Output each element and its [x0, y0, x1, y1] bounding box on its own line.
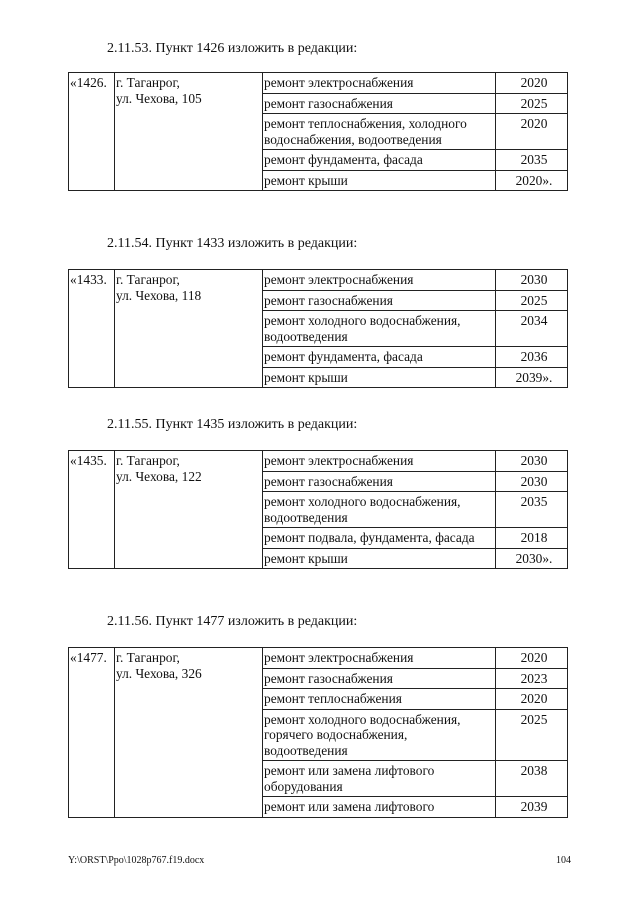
- year-value: 2030: [520, 473, 548, 489]
- item-number: «1433.: [69, 270, 115, 388]
- work-cell: ремонт газоснабжения: [263, 471, 496, 492]
- year-value: 2020: [520, 691, 548, 706]
- work-cell: ремонт подвала, фундамента, фасада: [263, 528, 496, 549]
- address-city: г. Таганрог,: [116, 453, 180, 468]
- year-cell: [496, 270, 568, 291]
- year-cell: [496, 668, 568, 689]
- year-cell: [496, 709, 568, 761]
- year-cell: [496, 311, 568, 347]
- footer-file-path: Y:\ORST\Ppo\1028p767.f19.docx: [68, 855, 205, 866]
- year-cell: [496, 73, 568, 94]
- address-cell: [115, 451, 263, 569]
- work-cell: ремонт крыши: [263, 170, 496, 191]
- address-cell: [115, 270, 263, 388]
- year-cell: [496, 761, 568, 797]
- table-row: [69, 648, 568, 669]
- work-cell: ремонт электроснабжения: [263, 648, 496, 669]
- year-value: 2030: [520, 453, 548, 468]
- address-street: ул. Чехова, 118: [116, 287, 202, 303]
- work-cell: ремонт или замена лифтового оборудования: [263, 761, 496, 797]
- year-cell: [496, 689, 568, 710]
- year-value: 2034: [520, 313, 548, 328]
- year-cell: [496, 492, 568, 528]
- section-heading: 2.11.56. Пункт 1477 изложить в редакции:: [107, 614, 358, 629]
- address-city: г. Таганрог,: [116, 272, 180, 287]
- year-cell: [496, 451, 568, 472]
- address-street: ул. Чехова, 326: [116, 665, 202, 681]
- year-cell: [496, 367, 568, 388]
- address-city: г. Таганрог,: [116, 75, 180, 90]
- work-cell: ремонт теплоснабжения: [263, 689, 496, 710]
- address-cell: [115, 648, 263, 818]
- year-cell: [496, 93, 568, 114]
- work-cell: ремонт газоснабжения: [263, 290, 496, 311]
- year-value: 2020».: [515, 172, 553, 188]
- year-cell: [496, 290, 568, 311]
- item-number: «1426.: [69, 73, 115, 191]
- repair-table: [68, 647, 568, 818]
- table-row: [69, 73, 568, 94]
- year-cell: [496, 114, 568, 150]
- year-value: 2020: [520, 75, 548, 90]
- year-cell: [496, 528, 568, 549]
- year-value: 2025: [520, 292, 548, 308]
- year-value: 2025: [520, 711, 548, 727]
- work-cell: ремонт электроснабжения: [263, 270, 496, 291]
- table-row: [69, 270, 568, 291]
- work-cell: ремонт электроснабжения: [263, 451, 496, 472]
- year-cell: [496, 471, 568, 492]
- work-cell: ремонт холодного водоснабжения, водоотведения: [263, 492, 496, 528]
- section-heading: 2.11.54. Пункт 1433 изложить в редакции:: [107, 236, 358, 251]
- page-number: 104: [556, 855, 571, 866]
- address-cell: [115, 73, 263, 191]
- year-cell: [496, 548, 568, 569]
- address-street: ул. Чехова, 122: [116, 468, 202, 484]
- repair-table: [68, 450, 568, 569]
- year-value: 2025: [520, 95, 548, 111]
- work-cell: ремонт холодного водоснабжения, горячего водоснабжения, водоотведения: [263, 709, 496, 761]
- year-value: 2039».: [515, 369, 553, 385]
- work-cell: ремонт холодного водоснабжения, водоотведения: [263, 311, 496, 347]
- address-city: г. Таганрог,: [116, 650, 180, 665]
- repair-table: [68, 269, 568, 388]
- year-value: 2030».: [515, 550, 553, 566]
- year-cell: [496, 150, 568, 171]
- year-value: 2023: [520, 670, 548, 686]
- year-value: 2035: [520, 152, 548, 167]
- year-value: 2020: [520, 650, 548, 665]
- table-row: [69, 451, 568, 472]
- year-cell: [496, 648, 568, 669]
- work-cell: ремонт фундамента, фасада: [263, 347, 496, 368]
- year-cell: [496, 347, 568, 368]
- work-cell: ремонт газоснабжения: [263, 93, 496, 114]
- year-value: 2035: [520, 494, 548, 509]
- year-value: 2030: [520, 272, 548, 287]
- year-value: 2036: [520, 349, 548, 364]
- work-cell: ремонт крыши: [263, 548, 496, 569]
- year-value: 2038: [520, 763, 548, 778]
- work-cell: ремонт фундамента, фасада: [263, 150, 496, 171]
- year-cell: [496, 797, 568, 818]
- work-cell: ремонт газоснабжения: [263, 668, 496, 689]
- year-value: 2018: [520, 530, 548, 545]
- year-cell: [496, 170, 568, 191]
- work-cell: ремонт крыши: [263, 367, 496, 388]
- work-cell: ремонт или замена лифтового: [263, 797, 496, 818]
- work-cell: ремонт электроснабжения: [263, 73, 496, 94]
- repair-table: [68, 72, 568, 191]
- address-street: ул. Чехова, 105: [116, 90, 202, 106]
- year-value: 2039: [520, 799, 548, 814]
- section-heading: 2.11.53. Пункт 1426 изложить в редакции:: [107, 41, 358, 56]
- work-cell: ремонт теплоснабжения, холодного водоснабжения, водоотведения: [263, 114, 496, 150]
- year-value: 2020: [520, 116, 548, 131]
- section-heading: 2.11.55. Пункт 1435 изложить в редакции:: [107, 417, 358, 432]
- item-number: «1477.: [69, 648, 115, 818]
- item-number: «1435.: [69, 451, 115, 569]
